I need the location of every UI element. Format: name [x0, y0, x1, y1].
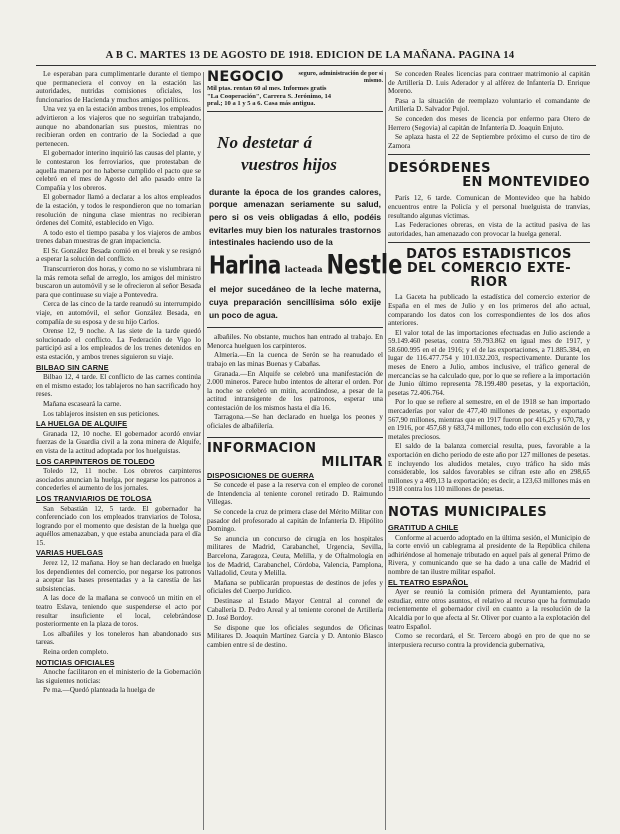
paragraph: Destinase al Estado Mayor Central al coronel de Caballería D. Pedro Areal y al teniente coronel de Artillería D. José Bordoy. [207, 596, 383, 623]
title-line: DATOS ESTADISTICOS [406, 247, 572, 263]
paragraph: Como se recordará, el Sr. Tercero abogó en pro de que no se interpusiera recurso contra la providencia gubernativa, [388, 632, 590, 649]
paragraph: Orense 12, 9 noche. A las siete de la tarde quedó solucionado el conflicto. La Federación de Vigo lo participó así a los empleados de los trenes detenidos en esta estación, y ambos trenes siguieron su viaje. [36, 327, 201, 361]
section-heading: LOS TRANVIARIOS DE TOLOSA [36, 493, 152, 503]
negocio-advertisement [207, 70, 383, 112]
paragraph: Los albañiles y los toneleros han abandonado sus tareas. [36, 629, 201, 647]
paragraph: Por lo que se refiere al semestre, en el de 1918 se han importado mercaderías por valor de 477,40 millones de pesetas, y exportado 567,90 millones, mientras que en 1917 fueron por 416,25 y 670,78, y en 1916, por 457,68 y 683,74 millones, todo ello con exclusión de los metales preciosos. [388, 398, 590, 441]
paragraph: La Gaceta ha publicado la estadística del comercio exterior de España en el mes de Julio y en los primeros del año actual, comparando los datos con los correspondientes de los dos años anteriores. [388, 293, 590, 328]
paragraph: Se dispone que los oficiales segundos de Oficinas Militares D. Joaquín Martínez García y D. Antonio Blasco cambien entre sí de destino. [207, 623, 383, 649]
column-divider [385, 72, 386, 830]
title-line: MILITAR [321, 454, 383, 470]
paragraph: Se concede la cruz de primera clase del Mérito Militar con pasador del profesorado al capitán de Infantería D. Hipólito Domingo. [207, 508, 383, 534]
ad-headline: NEGOCIO [207, 69, 284, 85]
title-line: DESÓRDENES [388, 161, 491, 177]
paragraph: El Sr. González Besada comió en el break y se resignó a esperar la solución del conflicto. [36, 246, 201, 264]
section-heading: LA HUELGA DE ALQUIFE [36, 419, 128, 429]
section-title [388, 242, 590, 290]
ad-tagline: seguro, administración de por sí mismo. [298, 70, 383, 84]
column-3 [388, 70, 590, 830]
ad-headline: No destetar á [217, 132, 313, 152]
paragraph: Pe ma.—Quedó planteada la huelga de [43, 686, 155, 695]
paragraph: Mañana escaseará la carne. [43, 399, 122, 408]
paragraph: Reina orden completo. [43, 648, 109, 656]
title-line: NOTAS MUNICIPALES [388, 504, 548, 520]
section-heading: VARIAS HUELGAS [36, 548, 103, 558]
section-title [388, 154, 590, 190]
header-rule [36, 65, 596, 66]
paragraph: Jerez 12, 12 mañana. Hoy se han declarado en huelga los dependientes del comercio, por negarse los patronos a aceptar las bases presentadas y a la carestía de las subsistencias. [36, 559, 201, 593]
paragraph: Se concede el pase a la reserva con el empleo de coronel de Intendencia al teniente coronel retirado D. Raimundo Villegas. [207, 481, 383, 507]
paragraph: albañiles. No obstante, muchos han entrado al trabajo. En Menorca huelguen los carpinteros. [207, 333, 383, 350]
paragraph: Ayer se reunió la comisión primera del Ayuntamiento, para estudiar, entre otros asuntos, el relativo al recurso que ha formulado recientemente el gobernador civil en cuanto a la resolución de la Alcaldía por lo que afecta al Sr. Oliver por cuanto a la explotación del teatro Español. [388, 588, 590, 631]
paragraph: Se conceden Reales licencias para contraer matrimonio al capitán de Artillería D. Luis Aderador y al alférez de Infantería D. Enrique Moreno. [388, 70, 590, 96]
section-title [207, 437, 383, 470]
paragraph: Almería.—En la cuenca de Serón se ha reanudado el trabajo en las minas Buenas y Cabañas. [207, 351, 383, 368]
title-line: RIOR [470, 275, 508, 291]
paragraph: Se aplaza hasta el 22 de Septiembre próximo el curso de tiro de Zamora [388, 133, 590, 150]
paragraph: Conforme al acuerdo adoptado en la última sesión, el Municipio de la corte envió un cablegrama al presidente de la República chilena adhiriéndose al homenaje tributado en aquel país al general Primo de Rivera, y comunicando que se ha dado a una calle de Madrid el nombre de tan ilustre militar español. [388, 533, 590, 576]
brand-word: lacteada [284, 263, 323, 274]
paragraph: Una vez ya en la estación ambos trenes, los empleados advirtieron a los viajeros que no seguirían trabajando, aunque no abandonarían sus puestos, mientras no recibieran orden en contrario de la Sociedad a que pertenecen. [36, 105, 201, 148]
paragraph: A todo esto el tiempo pasaba y los viajeros de ambos trenes daban muestras de gran impaciencia. [36, 228, 201, 246]
paragraph: Cerca de las cinco de la tarde reanudó su interrumpido viaje, en automóvil, el señor González Besada, en compañía de su esposa y de su hijo Carlos. [36, 300, 201, 326]
paragraph: Granada.—En Alquife se celebró una manifestación de 2.000 mineros. Parece hubo intentos de alterar el orden. Por la noche se celebró un mitin, acordándose, a pesar de la actitud intransigente de los patronos, esperar una contestación de los mismos hasta el día 16. [207, 369, 383, 412]
ad-brand [209, 249, 403, 280]
paragraph: Granada 12, 10 noche. El gobernador acordó enviar fuerzas de la Guardia civil a la zona minera de Alquife, en vista de la actitud adoptada por los huelguistas. [36, 429, 201, 455]
section-heading: NOTICIAS OFICIALES [36, 657, 115, 667]
paragraph: El saldo de la balanza comercial resulta, pues, favorable a la exportación en dicho periodo de este año por 127 millones de pesetas. E incluyendo los aludidos metales, cuyo tráfico ha sido más considerable, los saldos favorables se cifran este año en 298,65 millones y a 409,13 la exportación; es decir, a 123,63 millones más en 1918 contra los 110 millones de pesetas. [388, 442, 590, 494]
paragraph: El valor total de las importaciones efectuadas en Julio asciende a 59.149.460 pesetas, contra 59.793.862 en igual mes de 1917, y 58.600.995 en el de 1916; y el de las exportaciones, a 71.885.384, en lugar de 116.477.754 y 101.032.203, respectivamente. Durante los meses de Enero a Julio, ambos inclusive, el tráfico general de mercancías se ha calculado que, por lo que se refiere a la importación de Junio último representa 78.199.480 pesetas, y la exportación, pesetas 72.406.764. [388, 328, 590, 397]
page-header: A B C. MARTES 13 DE AGOSTO DE 1918. EDICION DE LA MAÑANA. PAGINA 14 [105, 50, 515, 61]
section-title [388, 498, 590, 520]
paragraph: San Sebastián 12, 5 tarde. El gobernador ha conferenciado con los empleados tranviarios de Tolosa, logrando por el momento que desistan de la huelga que aquéllos amenazaban, y que estaba anunciada para el día 15. [36, 504, 201, 547]
section-heading: GRATITUD A CHILE [388, 522, 459, 532]
title-line: EN MONTEVIDEO [462, 175, 590, 191]
paragraph: A las doce de la mañana se convocó un mitin en el teatro Eslava, teniendo que suspenderse el acto por resultar insuficiente el local, celebrándose posteriormente en la plaza de toros. [36, 594, 201, 629]
ad-body: el mejor sucedáneo de la leche materna, cuya preparación sencillísima sólo exije un poco de agua. [209, 284, 381, 320]
paragraph: Tarragona.—Se han declarado en huelga los peones y oficiales de albañilería. [207, 413, 383, 431]
column-1 [36, 70, 201, 830]
paragraph: Los tablajeros insisten en sus peticiones. [43, 409, 160, 418]
paragraph: Se anuncia un concurso de cirugía en los hospitales militares de Madrid, Carabanchel, Urgencia, Sevilla, Barcelona, Zaragoza, Ceuta, Melilla, y de Oftalmología en los de Madrid, Carabanchel, Córdoba, Valencia, Pamplona, Valladolid, Ceuta y Melilla. [207, 534, 383, 578]
column-2 [207, 69, 403, 830]
paragraph: Bilbao 12, 4 tarde. El conflicto de las carnes continúa en el mismo estado; los tablajeros no han sacrificado hoy reses. [36, 373, 201, 399]
paragraph: Le esperaban para cumplimentarle durante el tiempo que permaneciera el convoy en la estación las autoridades, nutridas comisiones oficiales, los funcionarios de Hacienda y muchos amigos políticos. [36, 70, 201, 104]
section-heading: BILBAO SIN CARNE [36, 362, 109, 372]
title-line: DEL COMERCIO EXTE- [406, 261, 572, 277]
ad-line: "La Cooperación", Carrera S. Jerónimo, 14 [207, 92, 332, 100]
section-heading: LOS CARPINTEROS DE TOLEDO [36, 456, 155, 466]
paragraph: París 12, 6 tarde. Comunican de Montevideo que ha habido encuentros entre la Policía y el personal huelguista de tranvías, resultando algunas víctimas. [388, 194, 590, 220]
ad-body: durante la época de los grandes calores, porque amenazan seriamente su salud, pero si os veis obligadas á ello, podéis evitarles muy bien los naturales trastornos intestinales haciendo uso de la [209, 186, 381, 248]
brand-word: Harina [209, 249, 281, 280]
paragraph: Anoche facilitaron en el ministerio de la Gobernación las siguientes noticias: [36, 668, 201, 685]
paragraph: Se conceden dos meses de licencia por enfermo para Otero de Herrero (Segovia) al capitán de Infantería D. Joaquín Enjuto. [388, 114, 590, 132]
paragraph: Mañana se publicarán propuestas de destinos de jefes y oficiales del Cuerpo Jurídico. [207, 578, 383, 596]
ad-line: Mil ptas. rentan 60 al mes. Informes gratis [207, 85, 327, 92]
paragraph: Toledo 12, 11 noche. Los obreros carpinteros asociados anuncian la huelga, por negarse los patronos a concederles el aumento de los jornales. [36, 467, 201, 493]
section-heading: EL TEATRO ESPAÑOL [388, 577, 469, 587]
nestle-advertisement [207, 116, 403, 328]
paragraph: El gobernador llamó a declarar a los altos empleados de la estación, y todos le respondieron que no tomarían resolución de ninguna clase mientras no recibieran órdenes del Comité, establecido en Vigo. [36, 193, 201, 228]
section-heading: DISPOSICIONES DE GUERRA [207, 470, 315, 480]
paragraph: Las Federaciones obreras, en vista de la actitud pasiva de las autoridades, han amenazado con provocar la huelga general. [388, 221, 590, 238]
ad-line: pral.; 10 a 1 y 5 a 6. Casa más antigua. [207, 100, 316, 108]
column-divider [203, 72, 204, 830]
ad-headline: vuestros hijos [241, 154, 337, 174]
brand-word: Nestle [326, 249, 403, 280]
paragraph: Pasa a la situación de reemplazo voluntario el comandante de Artillería D. Salvador Pujol. [388, 96, 590, 114]
paragraph: Transcurrieron dos horas, y como no se vislumbrara ni la más remota señal de arreglo, los amigos del ministro buscaron un automóvil y se le ofrecieron al señor Besada para que continuase su viaje a Pontevedra. [36, 265, 201, 299]
paragraph: El gobernador interino inquirió las causas del plante, y le contestaron los ferroviarios, que protestaban de aquella manera por no haberse cumplido el pacto que se celebró en el mes de Agosto del año pasado entre la Compañía y los obreros. [36, 149, 201, 192]
title-line: INFORMACION [207, 440, 317, 456]
